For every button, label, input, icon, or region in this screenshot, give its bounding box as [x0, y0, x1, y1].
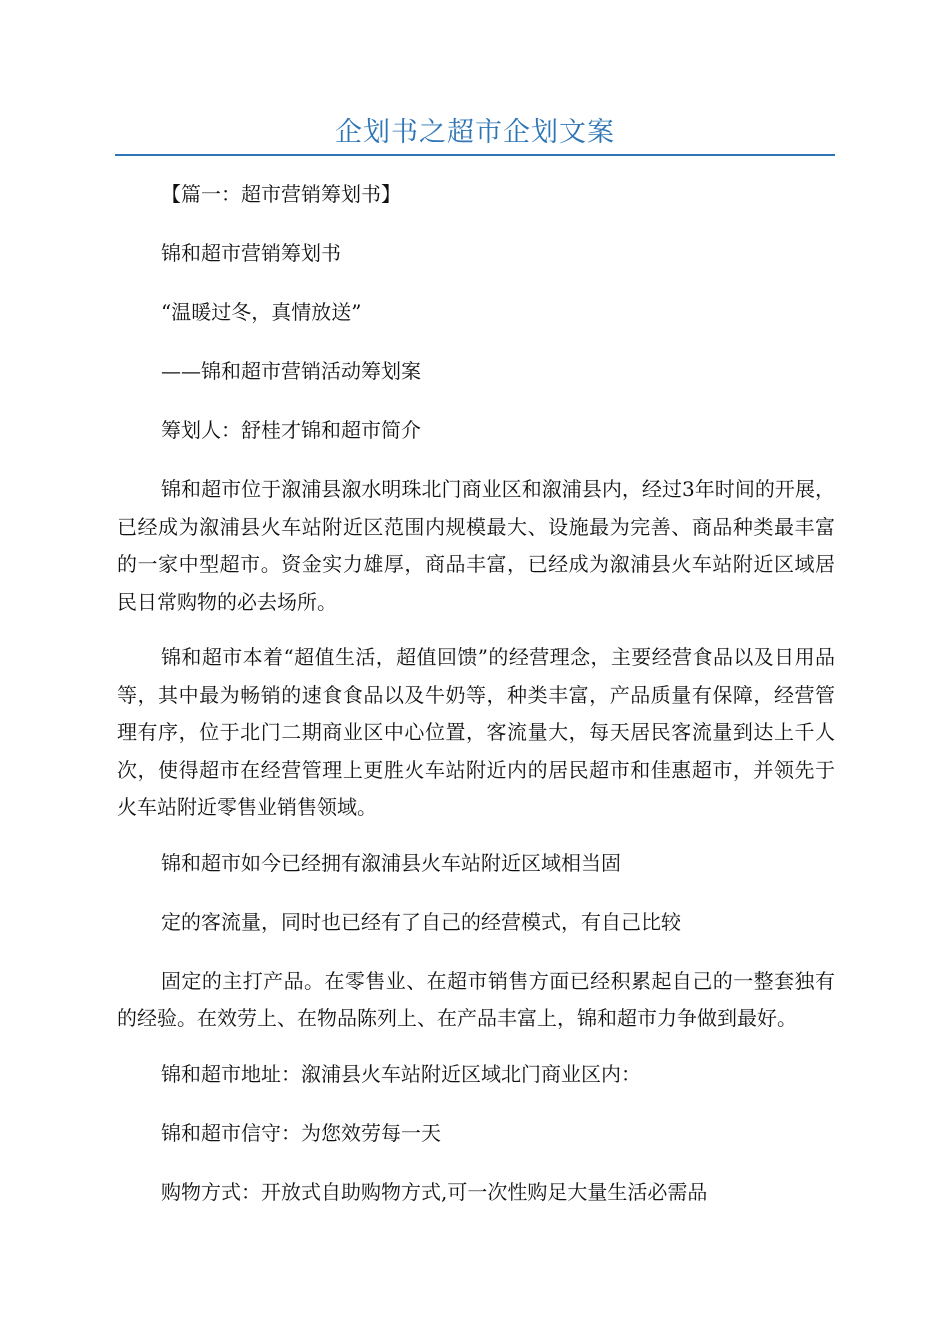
- paragraph-intro: 锦和超市位于溆浦县溆水明珠北门商业区和溆浦县内，经过3年时间的开展，已经成为溆浦县火车站附近区范围内规模最大、设施最为完善、商品种类最丰富的一家中型超市。资金实力雄厚，商品丰富，已经成为溆浦县火车站附近区域居民日常购物的必去场所。: [117, 477, 835, 614]
- plan-title: 锦和超市营销筹划书: [161, 241, 341, 265]
- document-body: [117, 176, 835, 1233]
- paragraph-experience: 固定的主打产品。在零售业、在超市销售方面已经积累起自己的一整套独有的经验。在效劳上、在物品陈列上、在产品丰富上，锦和超市力争做到最好。: [117, 968, 835, 1030]
- motto-line: 锦和超市信守：为您效劳每一天: [161, 1120, 441, 1145]
- paragraph-customers-2: 定的客流量，同时也已经有了自己的经营模式，有自己比较: [161, 909, 681, 934]
- address-line: 锦和超市地址：溆浦县火车站附近区域北门商业区内：: [161, 1061, 641, 1086]
- shopping-method-line: 购物方式：开放式自助购物方式,可一次性购足大量生活必需品: [161, 1179, 708, 1204]
- planner-line: 筹划人：舒桂才锦和超市简介: [161, 418, 421, 442]
- section-heading: 【篇一：超市营销筹划书】: [161, 182, 401, 206]
- paragraph-philosophy: 锦和超市本着“超值生活，超值回馈”的经营理念，主要经营食品以及日用品等，其中最为畅销的速食食品以及牛奶等，种类丰富，产品质量有保障，经营管理有序，位于北门二期商业区中心位置，客流量大，每天居民客流量到达上千人次，使得超市在经营管理上更胜火车站附近内的居民超市和佳惠超市，并领先于火车站附近零售业销售领域。: [117, 645, 835, 819]
- plan-subtitle: ——锦和超市营销活动筹划案: [161, 359, 421, 383]
- paragraph-customers-1: 锦和超市如今已经拥有溆浦县火车站附近区域相当固: [161, 850, 621, 875]
- title-underline: [115, 154, 835, 156]
- slogan: “温暖过冬，真情放送”: [161, 300, 362, 324]
- document-title: 企划书之超市企划文案: [335, 117, 615, 148]
